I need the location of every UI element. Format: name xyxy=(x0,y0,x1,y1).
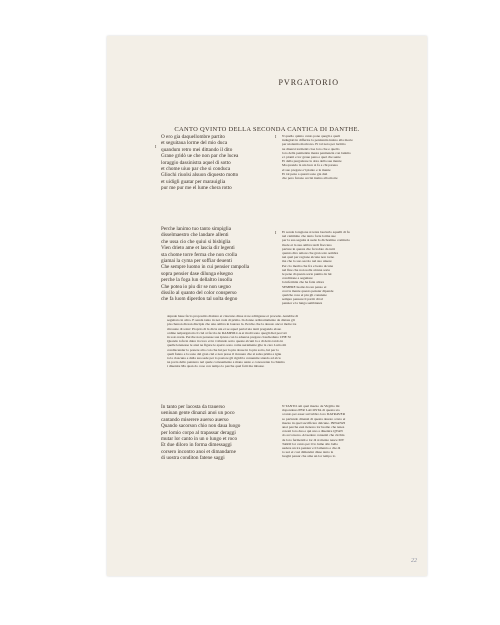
commentary-line: piu chenon dicean disciple che una ombra in laurore la. Perche che la deuoto ancor molte tre xyxy=(167,322,297,327)
commentary-line: qualche cosa et piu gli conuiene xyxy=(282,293,327,298)
verse-line: Quando sacorson chio non daua luogo xyxy=(161,423,241,430)
commentary-line: condiscender lo ponere alto con che lui per la piu dosse in la piu sotto, lui per lo xyxy=(167,347,279,352)
commentary-line: Et tal pena a questi sono gia dati xyxy=(282,171,328,176)
verse-line: et chome uiuo par che si conduca xyxy=(161,165,231,172)
verse-line: cantando miserere auerso auerso xyxy=(161,416,229,423)
commentary-line: na porta dello pensiero nel quale cortesemente a mano uasio e conoscente la chiama xyxy=(167,360,285,365)
commentary-line: per la sua seguita si uede Io dichomiso comincio xyxy=(282,238,351,243)
commentary-block-3 xyxy=(282,404,402,466)
verse-line: In tanto per lacosta da trauerso xyxy=(161,404,225,410)
commentary-line: i diuenire Ma quan do cose con tempo lo perche quel fatti ma inbasso xyxy=(167,364,265,369)
verse-line: per lomio corpo al trapassar deraggi xyxy=(161,429,236,436)
manuscript-page xyxy=(107,36,427,576)
commentary-line: nel fine che non uolle alcuna sorte xyxy=(282,267,331,272)
commentary-line: cotesti loro dua e qui uno a diuenire QVAN xyxy=(282,429,343,434)
commentary-line: loro della penitentia mesta penitenzia con lanimo xyxy=(282,150,351,155)
commentary-line: in soto naria. Perche non ponesse sua ipresa con la aduersa pregare ciascheduno CHE SI xyxy=(167,335,291,340)
verse-line: et seguitaua lorme del mio duca xyxy=(161,140,228,147)
commentary-line: pensier e la lunga sembianza xyxy=(282,301,323,306)
verse-line: quandum retro mei dittando il dito xyxy=(161,146,233,153)
verse-line: Che sempre luomo in cui pensier rampolla xyxy=(161,264,250,271)
commentary-line: rispondeuo PER LACOSTA di questa sta xyxy=(282,408,340,413)
verse-line: ueniuan gente dinanzi anoi un poco xyxy=(161,410,235,417)
commentary-line: uedere un tra pensier e il lamento e che di xyxy=(282,446,341,451)
commentary-line: la infermita che ha fatta allora xyxy=(282,280,325,285)
commentary-block-1 xyxy=(282,134,402,229)
verse-block-3 xyxy=(161,404,273,462)
commentary-line: nel cammino che tanto forte lorme sue xyxy=(282,234,336,239)
verse-line: Grane gridò ue che non par che lucea xyxy=(161,153,239,160)
commentary-line: Quando iofu in daire tra loro et in vollando sotto queste alcuni la a di detto tardo in xyxy=(167,339,284,344)
verse-line: che fa luom diperdon tal uolta degno xyxy=(161,296,238,303)
verse-line: perche la foga lun dellaltro insolla xyxy=(161,277,233,284)
commentary-line: SEMPRE luomo ha un penso et xyxy=(282,284,327,289)
commentary-line: quali fanno e la sono dal gran ciel e non prese il riceuere che si salsa prima e ignu xyxy=(167,351,282,356)
commentary-line: Et sonde loragione si tenta lasciarlo aquelli di fu xyxy=(282,230,350,234)
verse-marker: I xyxy=(155,144,157,149)
commentary-line: sempre pensare il partir di tal xyxy=(282,297,323,302)
commentary-line: TARO lor canto per il lo lume allo bello xyxy=(282,441,339,446)
commentary-line: che pero furono uccisi insino alla morte xyxy=(282,176,338,181)
commentary-line: ma che lo suo secolo nel suo uiuere xyxy=(282,259,332,264)
commentary-line: el suo pregare e'l pianto e la mente xyxy=(282,167,331,172)
verse-line: Gliochi riuolsi alsuon diquesto motto xyxy=(161,172,239,179)
verse-line: corsero incontro anoi et dimandarne xyxy=(161,448,236,455)
commentary-line: ritrouate di solar: Proprio di la dicta uia et se aquel pertal uia tanti pregando elsuo xyxy=(167,326,282,331)
verse-line: Vien drieto ame et lascia dir legenti xyxy=(161,245,235,252)
verse-line: sta chome torre ferma che non crolla xyxy=(161,251,238,258)
commentary-line: parlare in questa che fu lodato da tutti xyxy=(282,246,335,251)
commentary-line: ordine nelpurgatorio il ciel si faccia de RAMPOLLA et molti sono quegli diei peccati xyxy=(167,330,287,335)
commentary-line: quanto diro amore che gran solo sembra xyxy=(282,251,339,256)
commentary-line: N quello quinto canto pone quegli e quali xyxy=(282,134,341,138)
commentary-line: Et della purgatione la dota della sua mente xyxy=(282,159,342,164)
commentary-line: do accorsono. Al uedere consenti che circhia xyxy=(282,433,345,438)
verse-line: pur me pur me el lume chera rotto xyxy=(161,185,232,192)
commentary-line: quelle letenesse le ansi ne figure le aperto sono come ueramente glie la caro Lutto mi xyxy=(167,343,287,348)
commentary-line: nei qual per ragione alcuna non torno xyxy=(282,255,335,260)
commentary-line: conditione a seguitare xyxy=(282,276,313,281)
commentary-line: ilsole et la sua ombra tardi fiaccano xyxy=(282,242,332,247)
verse-line: O ero gia daquellombre partito xyxy=(161,134,225,140)
commentary-line: le pene di questa sorte punita da lui xyxy=(282,272,332,277)
commentary-line: de loro fermentti e lor di si mente nasce MV xyxy=(282,437,345,442)
commentary-line: luoghi passar che ama un lor tempo lo xyxy=(282,454,336,459)
commentary-line: indugiati in differire la penitentia insino alla morte xyxy=(282,138,353,143)
verse-line: giamai la cyma per soffiar deuenti xyxy=(161,257,232,264)
verse-line: Perche lanimo tuo tanto simpiglia xyxy=(161,226,232,232)
verse-line: mutar lor canto in un o lungo et roco xyxy=(161,435,238,442)
commentary-line: mezzo in quel sacrificare dalcune. INNANZI xyxy=(282,420,346,425)
folio-number: 22 xyxy=(411,558,417,564)
commentary-line: ne diuersi tormenti cioe loro che e quello xyxy=(282,146,340,151)
verse-line: di uostra conditon fatene saggi xyxy=(161,455,225,462)
commentary-line: cosi la mente questo pensier dipende xyxy=(282,288,334,293)
verse-line: Che potea io piu dir se non uegno xyxy=(161,283,231,290)
commentary-full-width xyxy=(167,314,381,374)
commentary-line: Ma quando la uia luce si fa e chi pareua xyxy=(282,163,338,168)
verse-line: Et due diloro in forma dimessaggi xyxy=(161,442,232,449)
commentary-line: to uoi et cosi dimandar disse tanto le xyxy=(282,450,334,455)
comment-marker: I xyxy=(275,134,277,139)
commentary-line: ta la ciascuna e dalla sua sede per lo pastore gli rigidi la conuenire stando ad alcu xyxy=(167,356,281,361)
commentary-line: so parlando dinanzi di questa deuoto a tuto et xyxy=(282,416,346,421)
running-head: PVRGATORIO xyxy=(278,78,339,87)
verse-line: loraggio dassinistra aquel di sotto xyxy=(161,159,231,166)
comment-marker: I xyxy=(275,230,277,235)
commentary-line: alquale haue facto propositio diaitare et ciascuno disse si ne adirigesse et procede. Aurebbe di xyxy=(167,314,299,318)
verse-line: sopra pensier dase dilunga elsegno xyxy=(161,270,234,277)
commentary-line: Per cio merita che fra e beato alcuna xyxy=(282,263,334,268)
verse-line: et uidigli guatar per marauiglia xyxy=(161,178,226,185)
commentary-line: N TANTO om quel mezzo de Virgilio mi xyxy=(282,404,340,408)
verse-line: dissilo al quanto del color consperso xyxy=(161,289,237,296)
verse-block-2 xyxy=(161,226,273,303)
commentary-block-2 xyxy=(282,230,402,310)
verse-line: disselmaestro che landare allenti xyxy=(161,232,229,239)
commentary-line: seguitato in altro. E senda tanto in nei cada di prima. In donne ordinariamente de distate gli xyxy=(167,318,295,323)
canto-heading: CANTO QVINTO DELLA SECONDA CANTICA DI DANTHE. xyxy=(174,126,360,133)
verse-line: che ussa cio che quiui si bisbiglia xyxy=(161,238,231,245)
commentary-line: per uiolentia morirono. Et tal nota per lucitito xyxy=(282,142,346,147)
verse-block-1 xyxy=(161,134,273,192)
commentary-line: a tanto per esser sul labbro loro DATRAVER xyxy=(282,412,346,417)
commentary-line: anoi perche essi tienono lor luomo che tenea xyxy=(282,425,345,430)
commentary-line: e i pianti e lor graue pena e quel che sente xyxy=(282,155,341,160)
